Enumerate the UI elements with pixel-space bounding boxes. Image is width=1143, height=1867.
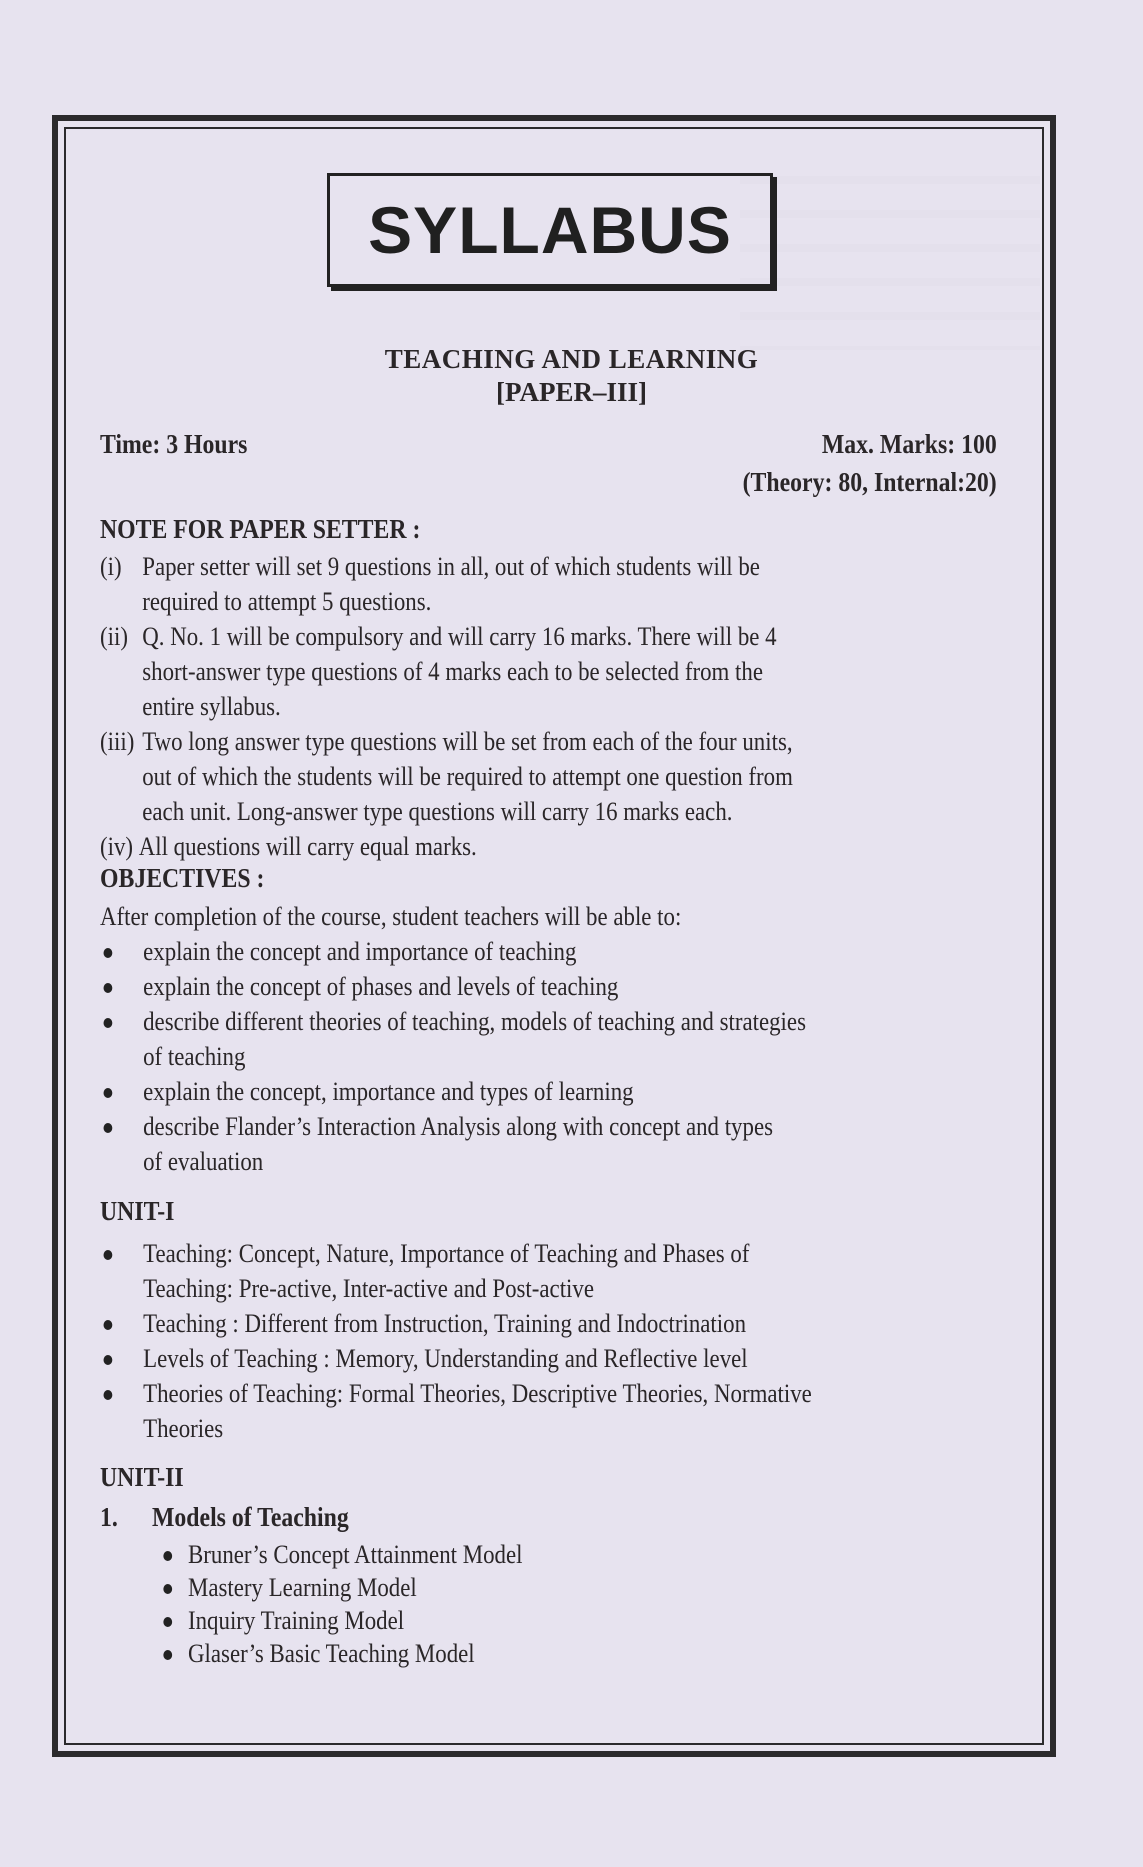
note-line: short-answer type questions of 4 marks each to be selected from the [142, 657, 763, 686]
note-line: All questions will carry equal marks. [138, 832, 477, 861]
objective-text: describe different theories of teaching, models of teaching and strategies [143, 1007, 806, 1036]
objective-text: explain the concept and importance of teaching [143, 937, 577, 966]
note-line: Two long answer type questions will be set from each of the four units, [142, 727, 793, 756]
bullet-icon [104, 1018, 113, 1028]
bullet-icon [163, 1551, 172, 1561]
unit-2-section-number: 1. [100, 1502, 118, 1532]
bullet-icon [163, 1650, 172, 1660]
note-line: Q. No. 1 will be compulsory and will carry 16 marks. There will be 4 [142, 622, 777, 651]
bullet-icon [104, 1390, 113, 1400]
syllabus-title-box [327, 173, 773, 287]
note-line: out of which the students will be required to attempt one question from [142, 762, 793, 791]
exam-time: Time: 3 Hours [100, 429, 248, 459]
note-line: entire syllabus. [142, 692, 281, 721]
unit-2-text: Glaser’s Basic Teaching Model [188, 1639, 475, 1668]
unit-2-text: Bruner’s Concept Attainment Model [188, 1540, 523, 1569]
objective-text: of teaching [143, 1042, 246, 1071]
subject-title: TEACHING AND LEARNING [384, 344, 759, 374]
unit-2-heading: UNIT-II [100, 1462, 184, 1492]
note-item-number: (i) [100, 552, 122, 581]
bullet-icon [104, 1123, 113, 1133]
objectives-intro: After completion of the course, student teachers will be able to: [100, 902, 682, 931]
unit-1-text: Teaching: Pre-active, Inter-active and Post-active [143, 1274, 595, 1303]
unit-1-text: Theories [143, 1414, 224, 1443]
unit-1-text: Teaching : Different from Instruction, Training and Indoctrination [143, 1309, 747, 1338]
syllabus-title: SYLLABUS [368, 193, 732, 267]
bullet-icon [163, 1617, 172, 1627]
note-item-number: (ii) [100, 622, 128, 651]
max-marks: Max. Marks: 100 [822, 429, 997, 459]
note-item-number: (iii) [100, 727, 135, 756]
unit-1-text: Theories of Teaching: Formal Theories, Descriptive Theories, Normative [143, 1379, 812, 1408]
unit-1-text: Levels of Teaching : Memory, Understanding and Reflective level [143, 1344, 748, 1373]
unit-2-text: Mastery Learning Model [188, 1573, 417, 1602]
objective-text: explain the concept, importance and types of learning [143, 1077, 634, 1106]
unit-1-heading: UNIT-I [100, 1196, 175, 1226]
unit-2-section-title: Models of Teaching [152, 1502, 349, 1532]
unit-2-text: Inquiry Training Model [188, 1606, 405, 1635]
note-item-number: (iv) [100, 832, 134, 861]
objective-text: of evaluation [143, 1147, 264, 1176]
objective-text: describe Flander’s Interaction Analysis along with concept and types [143, 1112, 774, 1141]
unit-1-text: Teaching: Concept, Nature, Importance of Teaching and Phases of [143, 1239, 750, 1268]
marks-split: (Theory: 80, Internal:20) [742, 467, 997, 497]
bullet-icon [163, 1584, 172, 1594]
note-line: required to attempt 5 questions. [142, 587, 432, 616]
objective-text: explain the concept of phases and levels of teaching [143, 972, 619, 1001]
note-heading: NOTE FOR PAPER SETTER : [100, 514, 421, 544]
note-line: Paper setter will set 9 questions in all, out of which students will be [142, 552, 760, 581]
note-line: each unit. Long-answer type questions will carry 16 marks each. [142, 797, 733, 826]
objectives-heading: OBJECTIVES : [100, 863, 265, 893]
bullet-icon [104, 948, 113, 958]
bullet-icon [104, 1320, 113, 1330]
paper-number: [PAPER–III] [496, 377, 647, 407]
bullet-icon [104, 1088, 113, 1098]
bullet-icon [104, 1250, 113, 1260]
bullet-icon [104, 983, 113, 993]
bullet-icon [104, 1355, 113, 1365]
